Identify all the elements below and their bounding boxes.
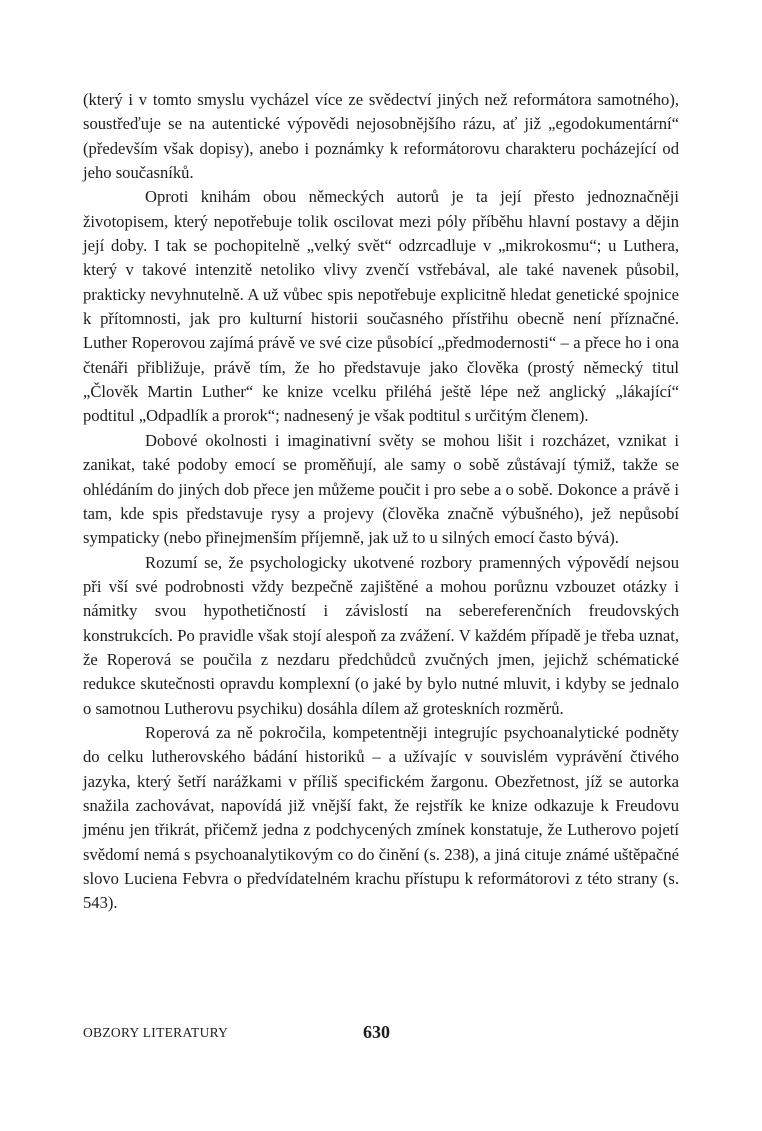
article-body (83, 88, 679, 916)
page-number: 630 (363, 1022, 390, 1042)
page-footer (83, 1022, 679, 1046)
paragraph-1: (který i v tomto smyslu vycházel více ze svědectví jiných než reformátora samotného), soustřeďuje se na autentické výpovědi nejosobnějšího rázu, ať již „egodokumentární“ (především však dopisy), anebo i poznámky k reformátorovu charakteru pocházející od jeho současníků. (83, 90, 679, 183)
paragraph-5: Roperová za ně pokročila, kompetentněji integrujíc psychoanalytické podněty do celku lutherovského bádání historiků – a užívajíc v souvislém vyprávění čtivého jazyka, který šetří narážkami v příliš specifickém žargonu. Obezřetnost, jíž se autorka snažila zachovávat, napovídá již vnější fakt, že rejstřík ke knize odkazuje k Freudovu jménu jen třikrát, přičemž jedna z podchycených zmínek konstatuje, že Lutherovo pojetí svědomí nemá s psychoanalytikovým co do činění (s. 238), a jiná cituje známé uštěpačné slovo Luciena Febvra o předvídatelném krachu přístupu k reformátorovi z této strany (s. 543). (83, 722, 679, 913)
paragraph-4: Rozumí se, že psychologicky ukotvené rozbory pramenných výpovědí nejsou při vší své podrobnosti vždy bezpečně zajištěné a mohou porůznu vzbouzet otázky i námitky svou hypothetičností i závislostí na sebereferenčních freudovských konstrukcích. Po pravidle však stojí alespoň za zvážení. V každém případě je třeba uznat, že Roperová se poučila z nezdaru předchůdců zvučných jmen, jejichž schématické redukce skutečnosti opravdu komplexní (o jaké by bylo nutné mluvit, i kdyby se jednalo o samotnou Lutherovu psychiku) dosáhla dílem až groteskních rozměrů. (83, 552, 679, 718)
paragraph-3: Dobové okolnosti i imaginativní světy se mohou lišit i rozcházet, vznikat i zanikat, také podoby emocí se proměňují, ale samy o sobě zůstávají týmiž, takže se ohlédáním do jiných dob přece jen můžeme poučit i pro sebe a o sobě. Dokonce a právě i tam, kde spis představuje rysy a projevy (člověka značně výbušného), jež nepůsobí sympaticky (nebo přinejmenším příjemně, jak už to u silných emocí často bývá). (83, 430, 679, 548)
paragraph-2: Oproti knihám obou německých autorů je ta její přesto jednoznačněji životopisem, který nepotřebuje tolik oscilovat mezi póly příběhu hlavní postavy a dějin její doby. I tak se pochopitelně „velký svět“ odzrcadluje v „mikrokosmu“; u Luthera, který v takové intenzitě netoliko vlivy zvenčí vstřebával, ale také navenek působil, prakticky nevyhnutelně. A už vůbec spis nepotřebuje explicitně hledat genetické spojnice k přítomnosti, jak pro kulturní historii současného přístřihu obecně není příznačné. Luther Roperovou zajímá právě ve své cize působící „předmodernosti“ – a přece ho i ona čtenáři přibližuje, právě tím, že ho představuje jako člověka (prostý německý titul „Člověk Martin Luther“ ke knize vcelku přiléhá ještě lépe než anglický „lákající“ podtitul „Odpadlík a prorok“; nadnesený je však podtitul s určitým členem). (83, 187, 679, 426)
journal-name: OBZORY LITERATURY (83, 1025, 229, 1040)
